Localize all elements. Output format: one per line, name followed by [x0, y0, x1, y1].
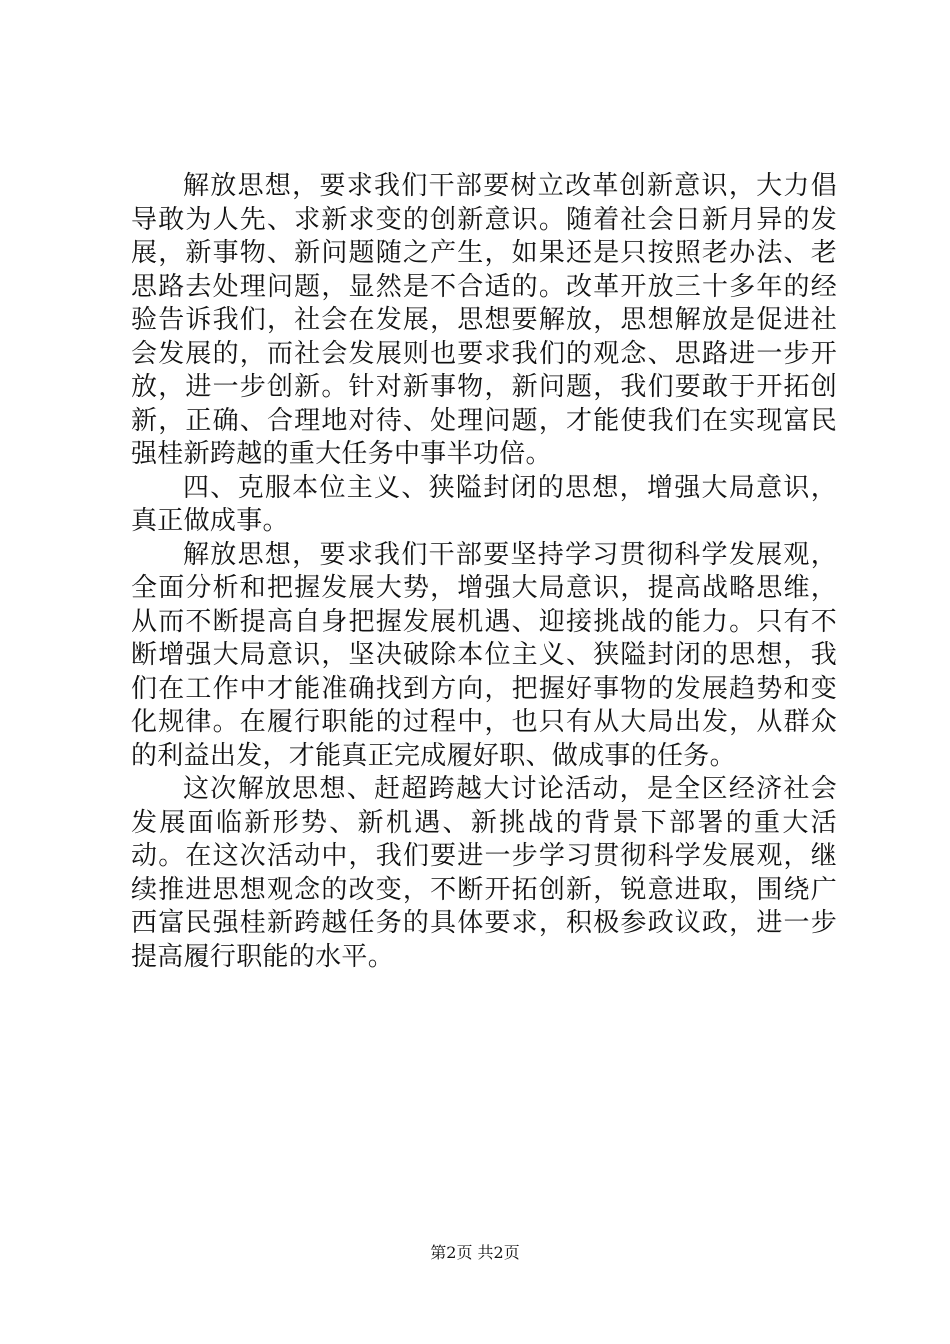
paragraph-innovation: 解放思想，要求我们干部要树立改革创新意识，大力倡导敢为人先、求新求变的创新意识。随着社会日新月异的发展，新事物、新问题随之产生，如果还是只按照老办法、老思路去处理问题，显然是不合适的。改革开放三十多年的经验告诉我们，社会在发展，思想要解放，思想解放是促进社会发展的，而社会发展则也要求我们的观念、思路进一步开放，进一步创新。针对新事物，新问题，我们要敢于开拓创新，正确、合理地对待、处理问题，才能使我们在实现富民强桂新跨越的重大任务中事半功倍。	[131, 171, 837, 469]
paragraph-big-picture: 解放思想，要求我们干部要坚持学习贯彻科学发展观，全面分析和把握发展大势，增强大局意识，提高战略思维，从而不断提高自身把握发展机遇、迎接挑战的能力。只有不断增强大局意识，坚决破除本位主义、狭隘封闭的思想，我们在工作中才能准确找到方向，把握好事物的发展趋势和变化规律。在履行职能的过程中，也只有从大局出发，从群众的利益出发，才能真正完成履好职、做成事的任务。	[131, 539, 837, 771]
section-heading-four: 四、克服本位主义、狭隘封闭的思想，增强大局意识，真正做成事。	[131, 472, 837, 536]
document-body	[131, 170, 837, 974]
page-number-footer: 第2页 共2页	[430, 1243, 520, 1262]
paragraph-campaign: 这次解放思想、赶超跨越大讨论活动，是全区经济社会发展面临新形势、新机遇、新挑战的背景下部署的重大活动。在这次活动中，我们要进一步学习贯彻科学发展观，继续推进思想观念的改变，不断开拓创新，锐意进取，围绕广西富民强桂新跨越任务的具体要求，积极参政议政，进一步提高履行职能的水平。	[131, 774, 837, 972]
